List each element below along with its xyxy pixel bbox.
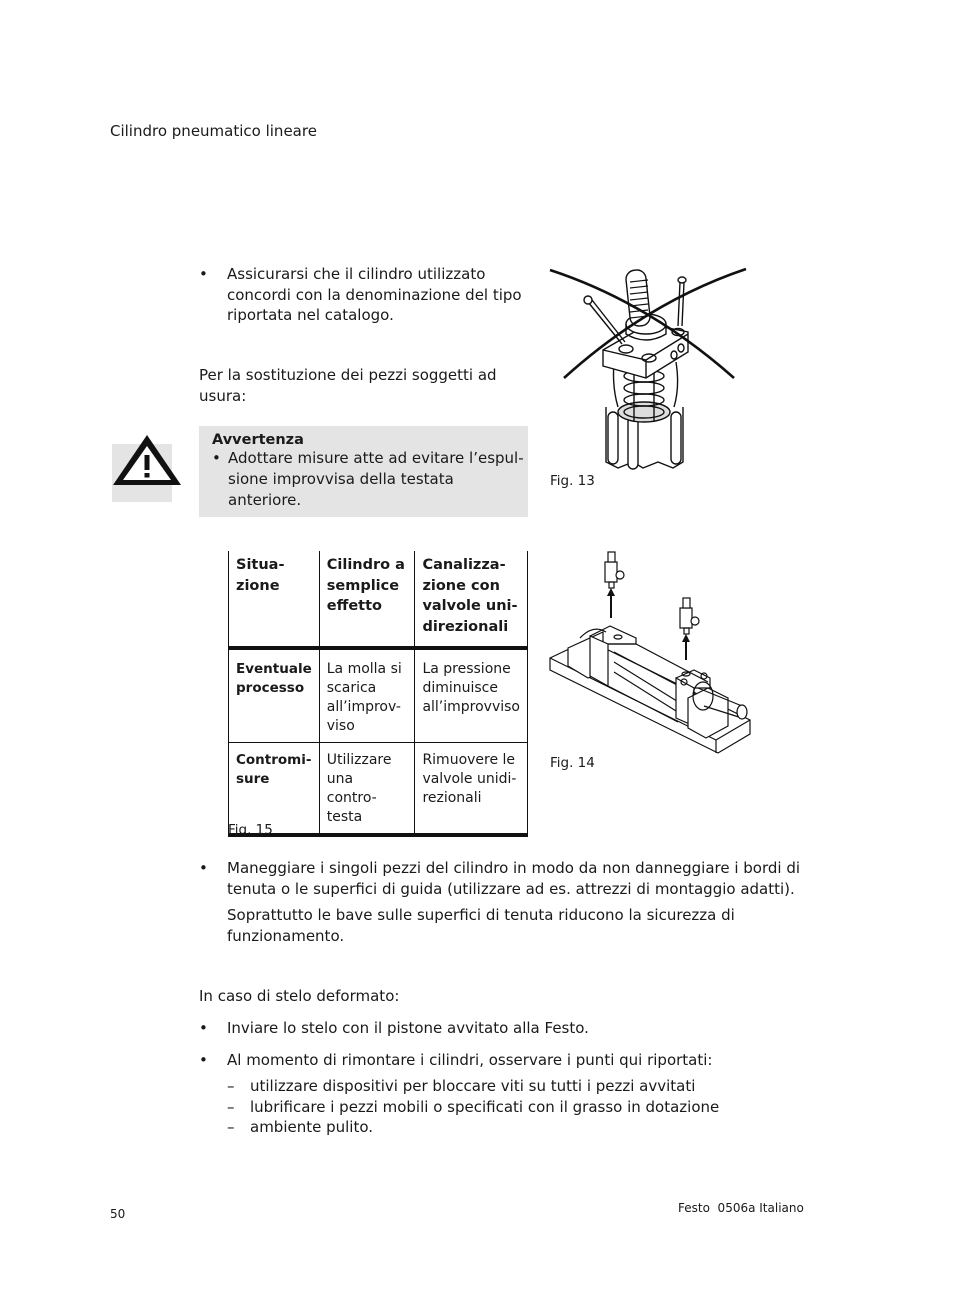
header-one-way-valves [415, 551, 528, 648]
cell-line: sure [236, 771, 270, 787]
header-line: valvole uni- [422, 598, 518, 614]
handling-line: tenuta o le superfici di guida (utilizzare ad es. attrezzi di montaggio adatti). [227, 879, 795, 898]
sub-item [227, 1076, 695, 1097]
dash-marker: – [227, 1077, 235, 1095]
fig13-caption: Fig. 13 [550, 473, 595, 489]
cell-line: all’improvviso [422, 699, 520, 715]
header-line: effetto [326, 598, 382, 614]
cell-line: rezionali [422, 790, 482, 806]
send-rod-bullet [199, 1018, 799, 1039]
cell-line: Utilizzare [326, 752, 392, 768]
cell-line: valvole unidi- [422, 771, 517, 787]
bullet-marker: • [199, 1019, 208, 1037]
bullet-marker: • [199, 265, 208, 283]
fig14-caption: Fig. 14 [550, 755, 595, 771]
cell-line: Contromi- [236, 752, 312, 768]
warning-line: sione improvvisa della testata anteriore. [228, 470, 454, 509]
row-label [229, 648, 320, 743]
bullet-marker: • [199, 859, 208, 877]
cell-line: una contro- [326, 771, 377, 806]
cell-line: La molla si [326, 661, 402, 677]
bullet-marker: • [199, 1051, 208, 1069]
header-line: semplice [326, 577, 400, 594]
intro-line: Assicurarsi che il cilindro utilizzato [227, 265, 486, 283]
handling-line: Maneggiare i singoli pezzi del cilindro in modo da non danneggiare i bordi di [227, 859, 801, 877]
sub-item-text: utilizzare dispositivi per bloccare viti su tutti i pezzi avvitati [250, 1077, 696, 1095]
header-line: zione con [422, 577, 500, 594]
warning-item [212, 448, 528, 511]
sub-item [227, 1097, 719, 1118]
situation-table [228, 551, 528, 837]
note-line: funzionamento. [227, 926, 345, 945]
fig13-illustration [548, 262, 753, 477]
wear-parts-paragraph [199, 365, 497, 406]
sub-item [227, 1117, 373, 1138]
cell-line: Eventuale [236, 661, 312, 677]
cell-line: testa [326, 809, 363, 825]
intro-bullet [199, 264, 529, 326]
cell-line: diminuisce [422, 680, 498, 696]
warning-title: Avvertenza [212, 432, 304, 448]
header-line: zione [236, 577, 280, 594]
warning-triangle-icon [111, 432, 183, 488]
header-single-acting [319, 551, 415, 648]
table-cell [319, 648, 415, 743]
bullet-marker: • [212, 449, 221, 467]
bullet-text: Inviare lo stelo con il pistone avvitato alla Festo. [227, 1019, 589, 1037]
table-cell [415, 743, 528, 836]
deformed-rod-intro: In caso di stelo deformato: [199, 987, 400, 1005]
sub-item-text: ambiente pulito. [250, 1118, 374, 1136]
header-line: Canalizza- [422, 557, 506, 573]
dash-marker: – [227, 1098, 235, 1116]
table-header-row [229, 551, 528, 648]
warning-box [199, 426, 528, 517]
paragraph-line: usura: [199, 386, 247, 405]
warning-line: Adottare misure atte ad evitare l’espul- [228, 449, 524, 467]
fig14-illustration [548, 548, 754, 760]
header-line: direzionali [422, 618, 509, 635]
header-line: Cilindro a [326, 557, 405, 573]
cell-line: La pressione [422, 661, 511, 677]
header-line: Situa- [236, 557, 285, 573]
header-situazione [229, 551, 320, 648]
dash-marker: – [227, 1118, 235, 1136]
reassembly-bullet [199, 1050, 799, 1071]
table-cell [319, 743, 415, 836]
doc-id: Festo 0506a Italiano [678, 1201, 804, 1215]
table-cell [415, 648, 528, 743]
table-row [229, 743, 528, 836]
handling-bullet [199, 858, 799, 946]
cell-line: all’improv- [326, 699, 401, 715]
note-line: Soprattutto le bave sulle superfici di tenuta riducono la sicurezza di [227, 906, 735, 924]
table-row [229, 648, 528, 743]
cell-line: viso [326, 718, 355, 734]
bullet-text: Al momento di rimontare i cilindri, osservare i punti qui riportati: [227, 1051, 713, 1069]
running-header: Cilindro pneumatico lineare [110, 122, 317, 140]
cell-line: scarica [326, 680, 377, 696]
intro-line: concordi con la denominazione del tipo [227, 285, 522, 304]
handling-note [227, 905, 799, 946]
sub-item-text: lubrificare i pezzi mobili o specificati con il grasso in dotazione [250, 1098, 720, 1116]
paragraph-line: Per la sostituzione dei pezzi soggetti ad [199, 366, 497, 384]
fig15-caption: Fig. 15 [228, 822, 273, 838]
cell-line: processo [236, 680, 305, 696]
page-number: 50 [110, 1207, 126, 1221]
intro-line: riportata nel catalogo. [227, 306, 394, 324]
cell-line: Rimuovere le [422, 752, 516, 768]
